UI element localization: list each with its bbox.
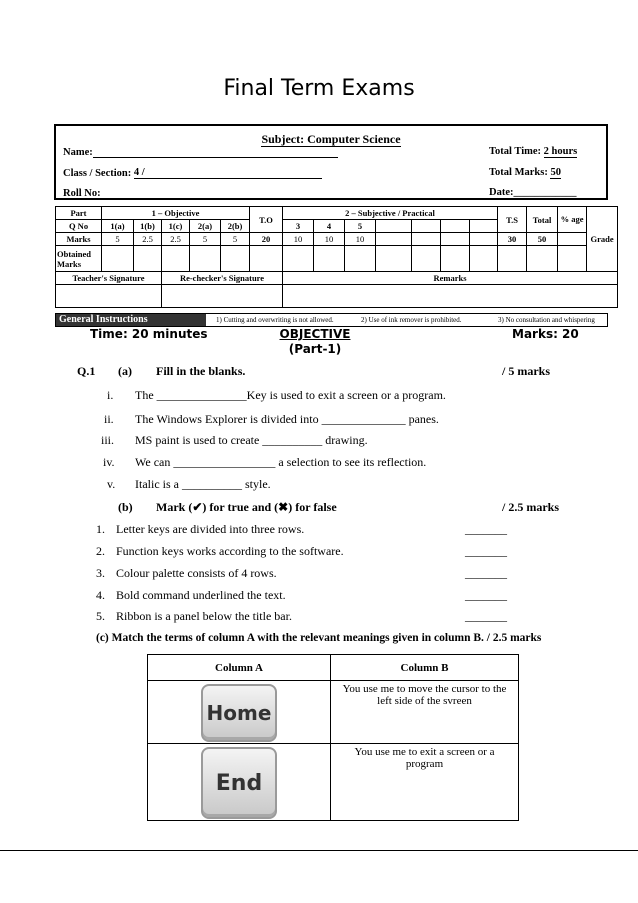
col-1c: 1(c) bbox=[162, 220, 190, 233]
obtained-cell[interactable] bbox=[314, 246, 345, 272]
blank-text: The Windows Explorer is divided into ______________ panes. bbox=[135, 412, 439, 426]
q1a-label: (a) bbox=[118, 364, 132, 378]
meaning-cell: You use me to move the cursor to the left side of the svreen bbox=[331, 681, 519, 744]
tf-num: 4. bbox=[96, 588, 105, 602]
marks-ts: 30 bbox=[498, 233, 527, 246]
cell-total: Total bbox=[527, 207, 558, 233]
tf-blank[interactable]: _______ bbox=[465, 609, 507, 623]
remarks-label: Remarks bbox=[283, 272, 618, 285]
obtained-cell[interactable] bbox=[498, 246, 527, 272]
match-table bbox=[147, 654, 519, 821]
time-label: Time: 20 minutes bbox=[90, 327, 208, 341]
general-instructions-label: General Instructions bbox=[56, 314, 206, 326]
cell-subjective: 2 – Subjective / Practical bbox=[283, 207, 498, 220]
name-field[interactable]: Name: bbox=[63, 146, 338, 158]
end-key-icon: End bbox=[201, 747, 277, 819]
q1b-marks: / 2.5 marks bbox=[502, 500, 559, 514]
match-key-cell bbox=[148, 744, 331, 821]
total-time: Total Time: 2 hours bbox=[489, 146, 578, 157]
rechecker-signature-label: Re-checker's Signature bbox=[162, 272, 283, 285]
obtained-cell[interactable] bbox=[345, 246, 376, 272]
obtained-cell[interactable] bbox=[162, 246, 190, 272]
obtained-cell[interactable] bbox=[283, 246, 314, 272]
blank-num: v. bbox=[107, 477, 116, 491]
obtained-cell[interactable] bbox=[470, 246, 498, 272]
col-empty bbox=[376, 220, 412, 233]
marks-4: 10 bbox=[314, 233, 345, 246]
meaning-cell: You use me to exit a screen or a program bbox=[331, 744, 519, 821]
instruction-item: 2) Use of ink remover is prohibited. bbox=[361, 316, 462, 324]
col-empty bbox=[441, 220, 470, 233]
tf-num: 1. bbox=[96, 522, 105, 536]
marks-heading: Marks: 20 bbox=[512, 327, 579, 341]
tf-blank[interactable]: _______ bbox=[465, 588, 507, 602]
marks-3: 10 bbox=[283, 233, 314, 246]
obtained-cell[interactable] bbox=[221, 246, 250, 272]
blank-text: We can _________________ a selection to see its reflection. bbox=[135, 455, 427, 469]
q1a-marks: / 5 marks bbox=[502, 364, 550, 378]
home-key-icon: Home bbox=[201, 684, 277, 742]
obtained-cell[interactable] bbox=[412, 246, 441, 272]
blank-text: The _______________Key is used to exit a screen or a program. bbox=[135, 388, 446, 402]
tf-blank[interactable]: _______ bbox=[465, 566, 507, 580]
marks-2a: 5 bbox=[190, 233, 221, 246]
date-field[interactable]: Date:____________ bbox=[489, 187, 577, 198]
marks-1c: 2.5 bbox=[162, 233, 190, 246]
marks-empty bbox=[441, 233, 470, 246]
tf-blank[interactable]: _______ bbox=[465, 522, 507, 536]
tf-num: 3. bbox=[96, 566, 105, 580]
obtained-cell[interactable] bbox=[190, 246, 221, 272]
q1b-label: (b) bbox=[118, 500, 133, 514]
obtained-cell[interactable] bbox=[441, 246, 470, 272]
col-empty bbox=[470, 220, 498, 233]
marks-table bbox=[55, 206, 618, 308]
page-title: Final Term Exams bbox=[223, 76, 415, 101]
footer-rule bbox=[0, 850, 638, 851]
col-1b: 1(b) bbox=[134, 220, 162, 233]
q1c-title: (c) Match the terms of column A with the relevant meanings given in column B. / 2.5 marks bbox=[96, 632, 542, 644]
marks-1b: 2.5 bbox=[134, 233, 162, 246]
col-2a: 2(a) bbox=[190, 220, 221, 233]
marks-1a: 5 bbox=[102, 233, 134, 246]
col-5: 5 bbox=[345, 220, 376, 233]
part-heading: (Part-1) bbox=[288, 342, 342, 356]
blank-num: iii. bbox=[101, 433, 115, 447]
marks-empty bbox=[470, 233, 498, 246]
marks-empty bbox=[412, 233, 441, 246]
obtained-cell[interactable] bbox=[102, 246, 134, 272]
obtained-cell[interactable] bbox=[558, 246, 587, 272]
tf-text: Bold command underlined the text. bbox=[116, 588, 286, 602]
tf-text: Ribbon is a panel below the title bar. bbox=[116, 609, 292, 623]
cell-obtained: Obtained Marks bbox=[56, 246, 102, 272]
marks-5: 10 bbox=[345, 233, 376, 246]
col-4: 4 bbox=[314, 220, 345, 233]
student-info-box bbox=[54, 124, 608, 200]
obtained-cell[interactable] bbox=[134, 246, 162, 272]
total-marks: Total Marks: 50 bbox=[489, 167, 561, 178]
instruction-item: 1) Cutting and overwriting is not allowed. bbox=[216, 316, 334, 324]
column-b-header: Column B bbox=[331, 655, 519, 681]
marks-total: 50 bbox=[527, 233, 558, 246]
teacher-signature-label: Teacher's Signature bbox=[56, 272, 162, 285]
tf-num: 2. bbox=[96, 544, 105, 558]
col-3: 3 bbox=[283, 220, 314, 233]
roll-no-field[interactable]: Roll No: bbox=[63, 187, 343, 199]
cell-ts: T.S bbox=[498, 207, 527, 233]
q1-number: Q.1 bbox=[77, 364, 96, 378]
marks-empty bbox=[376, 233, 412, 246]
objective-heading: OBJECTIVE bbox=[279, 327, 351, 341]
blank-num: i. bbox=[107, 388, 114, 402]
q1b-title: Mark (✔) for true and (✖) for false bbox=[156, 500, 337, 514]
remarks-box[interactable] bbox=[283, 285, 618, 308]
cell-qno: Q No bbox=[56, 220, 102, 233]
blank-num: ii. bbox=[104, 412, 114, 426]
class-field[interactable]: Class / Section: 4 / bbox=[63, 167, 322, 179]
general-instructions bbox=[55, 313, 608, 327]
column-a-header: Column A bbox=[148, 655, 331, 681]
tf-text: Function keys works according to the software. bbox=[116, 544, 344, 558]
cell-to: T.O bbox=[250, 207, 283, 233]
cell-percentage: % age bbox=[558, 207, 587, 233]
cell-grade: Grade bbox=[587, 207, 618, 272]
marks-2b: 5 bbox=[221, 233, 250, 246]
col-2b: 2(b) bbox=[221, 220, 250, 233]
subject-line: Subject: Computer Science bbox=[261, 132, 401, 146]
cell-marks-label: Marks bbox=[56, 233, 102, 246]
teacher-signature-box[interactable] bbox=[56, 285, 162, 308]
instruction-item: 3) No consultation and whispering bbox=[498, 316, 595, 324]
blank-text: MS paint is used to create __________ drawing. bbox=[135, 433, 368, 447]
marks-to: 20 bbox=[250, 233, 283, 246]
obtained-cell[interactable] bbox=[250, 246, 283, 272]
tf-text: Letter keys are divided into three rows. bbox=[116, 522, 305, 536]
tick-icon: ✔ bbox=[192, 500, 203, 514]
q1a-title: Fill in the blanks. bbox=[156, 364, 246, 378]
blank-num: iv. bbox=[103, 455, 115, 469]
obtained-cell[interactable] bbox=[527, 246, 558, 272]
tf-text: Colour palette consists of 4 rows. bbox=[116, 566, 277, 580]
tf-num: 5. bbox=[96, 609, 105, 623]
obtained-cell[interactable] bbox=[376, 246, 412, 272]
marks-percentage bbox=[558, 233, 587, 246]
tf-blank[interactable]: _______ bbox=[465, 544, 507, 558]
col-empty bbox=[412, 220, 441, 233]
cross-icon: ✖ bbox=[278, 500, 289, 514]
match-key-cell bbox=[148, 681, 331, 744]
col-1a: 1(a) bbox=[102, 220, 134, 233]
rechecker-signature-box[interactable] bbox=[162, 285, 283, 308]
cell-part: Part bbox=[56, 207, 102, 220]
cell-objective: 1 – Objective bbox=[102, 207, 250, 220]
blank-text: Italic is a __________ style. bbox=[135, 477, 271, 491]
